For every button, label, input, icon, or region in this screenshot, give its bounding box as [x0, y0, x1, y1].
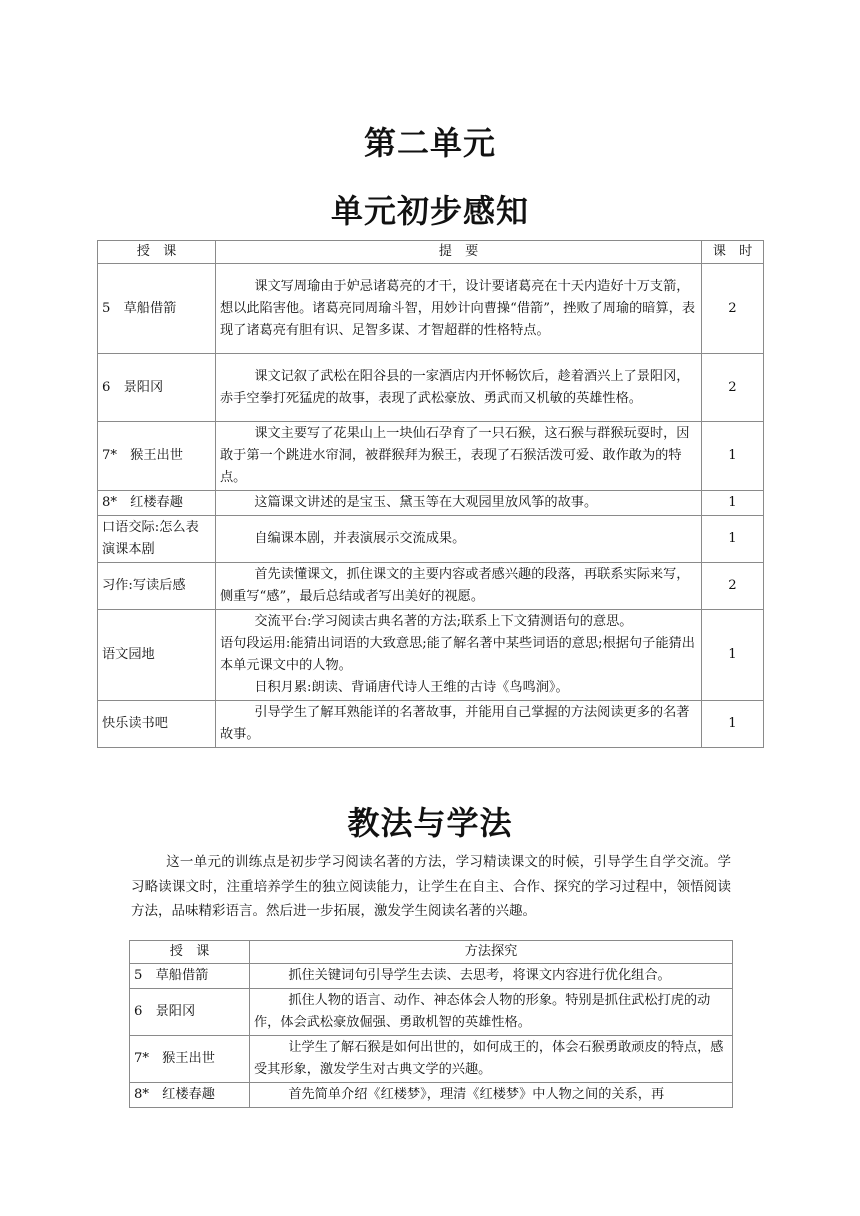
- table-row: [98, 610, 764, 701]
- summary-cell: 引导学生了解耳熟能详的名著故事，并能用自己掌握的方法阅读更多的名著故事。: [216, 701, 702, 748]
- lesson-cell: 口语交际:怎么表演课本剧: [98, 516, 216, 563]
- summary-cell: [216, 610, 702, 701]
- method-cell: 让学生了解石猴是如何出世的，如何成王的，体会石猴勇敢顽皮的特点，感受其形象，激发学生对古典文学的兴趣。: [250, 1036, 733, 1083]
- method-cell: 首先简单介绍《红楼梦》，理清《红楼梦》中人物之间的关系，再: [250, 1083, 733, 1108]
- hours-cell: 1: [702, 422, 764, 491]
- hours-cell: 2: [702, 563, 764, 610]
- table-row: [130, 1036, 733, 1083]
- hours-cell: 2: [702, 264, 764, 354]
- header-hours: 课 时: [702, 241, 764, 264]
- lesson-cell: 6 景阳冈: [130, 989, 250, 1036]
- lesson-cell: 5 草船借箭: [130, 964, 250, 989]
- method-cell: 抓住人物的语言、动作、神态体会人物的形象。特别是抓住武松打虎的动作，体会武松豪放倔强、勇敢机智的英雄性格。: [250, 989, 733, 1036]
- lesson-cell: 7* 猴王出世: [98, 422, 216, 491]
- summary-line: 语句段运用:能猜出词语的大致意思;能了解名著中某些词语的意思;根据句子能猜出本单元课文中的人物。: [220, 636, 695, 673]
- summary-cell: 课文记叙了武松在阳谷县的一家酒店内开怀畅饮后，趁着酒兴上了景阳冈，赤手空拳打死猛虎的故事，表现了武松豪放、勇武而又机敏的英雄性格。: [216, 354, 702, 422]
- table-row: [130, 964, 733, 989]
- summary-cell: 这篇课文讲述的是宝玉、黛玉等在大观园里放风筝的故事。: [216, 491, 702, 516]
- summary-cell: 自编课本剧，并表演展示交流成果。: [216, 516, 702, 563]
- lesson-cell: 快乐读书吧: [98, 701, 216, 748]
- header-summary: 提 要: [216, 241, 702, 264]
- method-cell: 抓住关键词句引导学生去读、去思考，将课文内容进行优化组合。: [250, 964, 733, 989]
- table-header-row: [98, 241, 764, 264]
- hours-cell: 1: [702, 491, 764, 516]
- summary-line: 交流平台:学习阅读古典名著的方法;联系上下文猜测语句的意思。: [254, 614, 633, 629]
- table-row: [98, 516, 764, 563]
- table-row: [98, 354, 764, 422]
- table-row: [98, 264, 764, 354]
- summary-line: 日积月累:朗读、背诵唐代诗人王维的古诗《鸟鸣涧》。: [254, 680, 569, 695]
- table-row: [130, 1083, 733, 1108]
- methods-table: [129, 940, 733, 1108]
- summary-cell: 首先读懂课文，抓住课文的主要内容或者感兴趣的段落，再联系实际来写，侧重写“感”，最后总结或者写出美好的视愿。: [216, 563, 702, 610]
- table-row: [98, 491, 764, 516]
- section-title-methods: 教法与学法: [347, 804, 513, 842]
- lesson-cell: 5 草船借箭: [98, 264, 216, 354]
- lesson-cell: 语文园地: [98, 610, 216, 701]
- header-lesson: 授 课: [130, 941, 250, 964]
- summary-cell: 课文写周瑜由于妒忌诸葛亮的才干，设计要诸葛亮在十天内造好十万支箭，想以此陷害他。诸葛亮同周瑜斗智，用妙计向曹操“借箭”，挫败了周瑜的暗算，表现了诸葛亮有胆有识、足智多谋、才智超群的性格特点。: [216, 264, 702, 354]
- unit-title: 第二单元: [363, 124, 496, 162]
- table-row: [98, 563, 764, 610]
- perception-table: [97, 240, 764, 748]
- intro-paragraph: 这一单元的训练点是初步学习阅读名著的方法，学习精读课文的时候，引导学生自学交流。学习略读课文时，注重培养学生的独立阅读能力，让学生在自主、合作、探究的学习过程中，领悟阅读方法，品味精彩语言。然后进一步拓展，激发学生阅读名著的兴趣。: [131, 854, 731, 919]
- lesson-cell: 6 景阳冈: [98, 354, 216, 422]
- hours-cell: 2: [702, 354, 764, 422]
- header-method: 方法探究: [250, 941, 733, 964]
- table-row: [98, 422, 764, 491]
- lesson-cell: 7* 猴王出世: [130, 1036, 250, 1083]
- table-row: [130, 989, 733, 1036]
- lesson-cell: 8* 红楼春趣: [130, 1083, 250, 1108]
- lesson-cell: 习作:写读后感: [98, 563, 216, 610]
- lesson-cell: 8* 红楼春趣: [98, 491, 216, 516]
- hours-cell: 1: [702, 701, 764, 748]
- table-row: [98, 701, 764, 748]
- table-header-row: [130, 941, 733, 964]
- hours-cell: 1: [702, 610, 764, 701]
- section-title-perception: 单元初步感知: [330, 192, 529, 230]
- summary-cell: 课文主要写了花果山上一块仙石孕育了一只石猴，这石猴与群猴玩耍时，因敢于第一个跳进水帘洞，被群猴拜为猴王，表现了石猴活泼可爱、敢作敢为的特点。: [216, 422, 702, 491]
- hours-cell: 1: [702, 516, 764, 563]
- header-lesson: 授 课: [98, 241, 216, 264]
